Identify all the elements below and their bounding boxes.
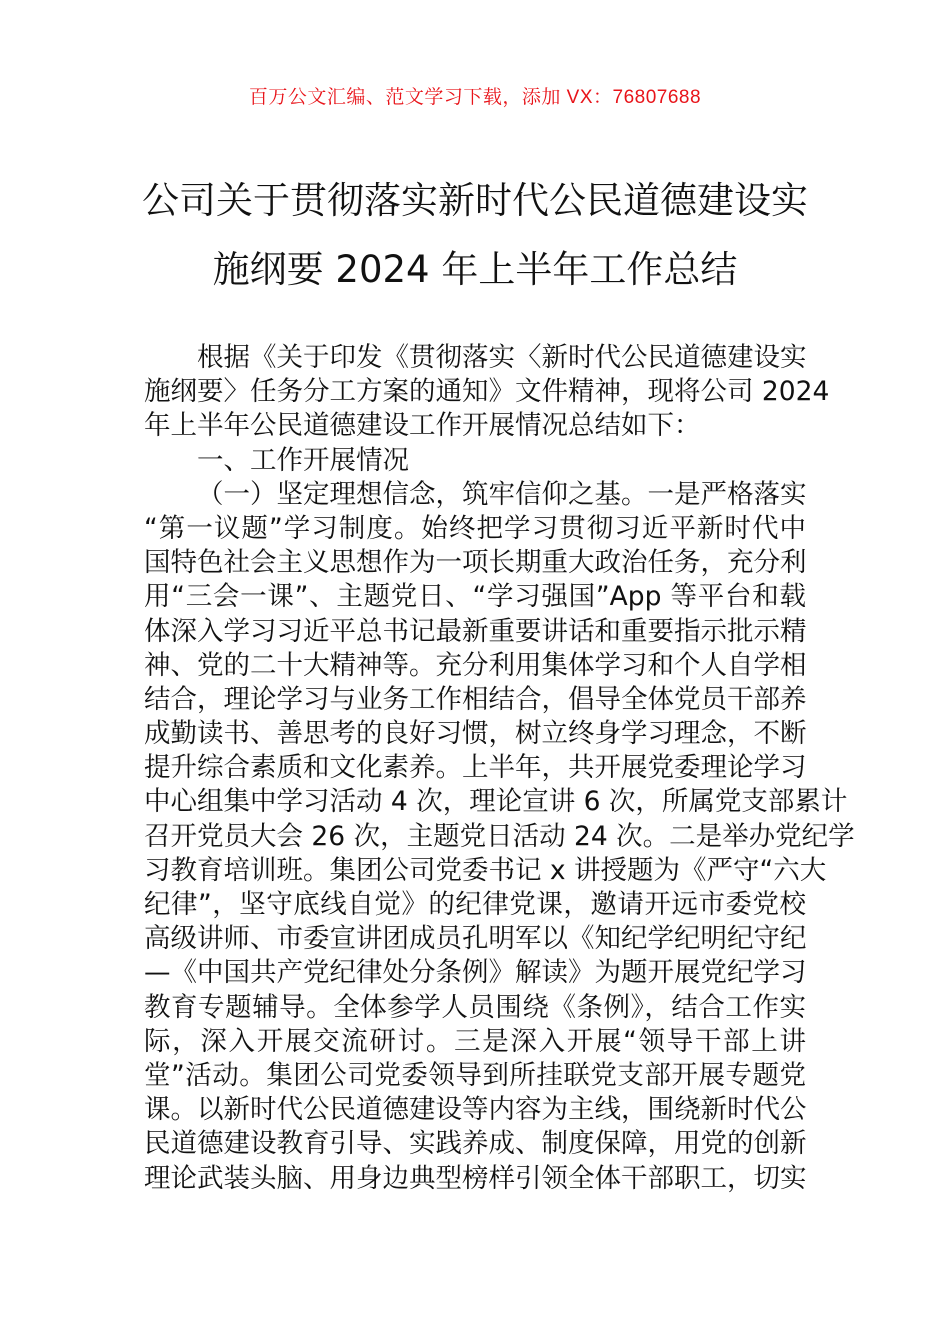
body-line: 堂”活动。集团公司党委领导到所挂联党支部开展专题党 [144, 1059, 806, 1091]
body-line: 课。以新时代公民道德建设等内容为主线，围绕新时代公 [144, 1094, 807, 1126]
body-line: 教育专题辅导。全体参学人员围绕《条例》，结合工作实 [144, 991, 806, 1023]
body-line: 际，深入开展交流研讨。三是深入开展“领导干部上讲 [144, 1025, 806, 1057]
body-line: 习教育培训班。集团公司党委书记 x 讲授题为《严守“六大 [144, 854, 827, 886]
body-line: “第一议题”学习制度。始终把学习贯彻习近平新时代中 [144, 512, 806, 544]
body-line: 施纲要〉任务分工方案的通知》文件精神，现将公司 2024 [144, 376, 830, 408]
body-line: 成勤读书、善思考的良好习惯，树立终身学习理念，不断 [144, 718, 807, 750]
body-line: 中心组集中学习活动 4 次，理论宣讲 6 次，所属党支部累计 [144, 786, 848, 818]
body-line: 年上半年公民道德建设工作开展情况总结如下： [144, 410, 701, 442]
body-line: 高级讲师、市委宣讲团成员孔明军以《知纪学纪明纪守纪 [144, 923, 807, 955]
body-line: （一）坚定理想信念，筑牢信仰之基。一是严格落实 [197, 478, 807, 510]
body-line: 召开党员大会 26 次，主题党日活动 24 次。二是举办党纪学 [144, 820, 855, 852]
body-line: 民道德建设教育引导、实践养成、制度保障，用党的创新 [144, 1128, 807, 1160]
body-line: 国特色社会主义思想作为一项长期重大政治任务，充分利 [144, 547, 807, 579]
body-line: 结合，理论学习与业务工作相结合，倡导全体党员干部养 [144, 683, 807, 715]
watermark-header-note: 百万公文汇编、范文学习下载，添加 VX：76807688 [248, 87, 702, 108]
body-line: 根据《关于印发《贯彻落实〈新时代公民道德建设实 [197, 342, 807, 373]
body-line: 体深入学习习近平总书记最新重要讲话和重要指示批示精 [144, 615, 807, 647]
document-title-line-1: 公司关于贯彻落实新时代公民道德建设实 [142, 179, 808, 222]
body-line: 神、党的二十大精神等。充分利用集体学习和个人自学相 [144, 649, 807, 681]
body-line: 纪律”，坚守底线自觉》的纪律党课，邀请开远市委党校 [144, 889, 806, 920]
body-line: 用“三会一课”、主题党日、“学习强国”App 等平台和载 [144, 581, 806, 613]
document-body [144, 341, 855, 1196]
section-heading: 一、工作开展情况 [197, 444, 409, 476]
body-line: 理论武装头脑、用身边典型榜样引领全体干部职工，切实 [144, 1162, 807, 1194]
body-line: —《中国共产党纪律处分条例》解读》为题开展党纪学习 [144, 957, 807, 989]
body-line: 提升综合素质和文化素养。上半年，共开展党委理论学习 [144, 752, 807, 784]
document-title-line-2: 施纲要 2024 年上半年工作总结 [212, 248, 738, 291]
